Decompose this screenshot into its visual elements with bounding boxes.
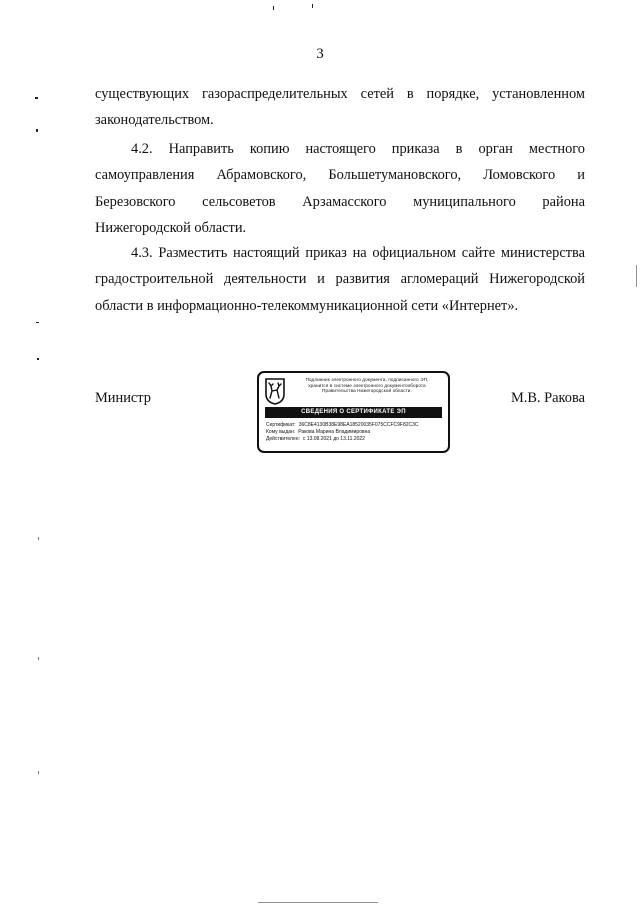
stamp-header (287, 377, 447, 394)
scan-speck (37, 358, 39, 360)
paragraph-4-3: 4.3. Разместить настоящий приказ на официальном сайте министерства градостроительной деятельности и развития агломераций Нижегородской области в информационно-телекоммуникационной сети «Интернет». (95, 245, 585, 314)
stamp-header-line: Подлинник электронного документа, подписанного ЭП, (305, 377, 429, 382)
stamp-owner-value: Ракова Марина Владимировна (298, 428, 371, 435)
stamp-valid-value: с 13.08.2021 до 13.11.2022 (302, 435, 365, 442)
nizhny-novgorod-deer-emblem-icon (264, 377, 286, 405)
stamp-owner-row (266, 429, 446, 436)
paragraph-continuation: существующих газораспределительных сетей в порядке, установленном законодательством. (95, 86, 585, 129)
page-number: 3 (316, 46, 324, 62)
stamp-certificate-title: СВЕДЕНИЯ О СЕРТИФИКАТЕ ЭП (265, 407, 442, 418)
signer-name: М.В. Ракова (510, 390, 585, 406)
scan-speck (36, 129, 38, 132)
scan-speck (36, 322, 39, 323)
scan-speck (38, 537, 39, 540)
stamp-header-line: Правительства Нижегородской области. (322, 388, 412, 394)
scan-speck (273, 6, 274, 10)
paragraph-4-2: 4.2. Направить копию настоящего приказа в орган местного самоуправления Абрамовского, Большетумановского, Ломовского и Березовского сельсоветов Арзамасского муниципального района Нижегородской области. (95, 141, 585, 237)
electronic-signature-stamp (257, 371, 450, 453)
stamp-certificate-details (266, 422, 446, 442)
signer-title: Министр (95, 390, 151, 406)
stamp-cert-row (266, 422, 446, 429)
scan-speck (636, 265, 637, 287)
scan-speck (38, 771, 39, 774)
scan-speck (312, 4, 313, 8)
stamp-header-line: хранится в системе электронного документооборота (308, 382, 426, 388)
stamp-valid-row (266, 436, 446, 443)
scan-speck (258, 902, 378, 903)
stamp-cert-label: Сертификат: (266, 422, 296, 428)
stamp-owner-label: Кому выдан: (266, 428, 296, 435)
scan-speck (35, 97, 38, 99)
stamp-valid-label: Действителен: (266, 435, 300, 442)
stamp-cert-value: 36C8E4130B38E98EA18520035F075CCFC9F82C3C (298, 422, 419, 428)
scan-speck (38, 657, 39, 660)
